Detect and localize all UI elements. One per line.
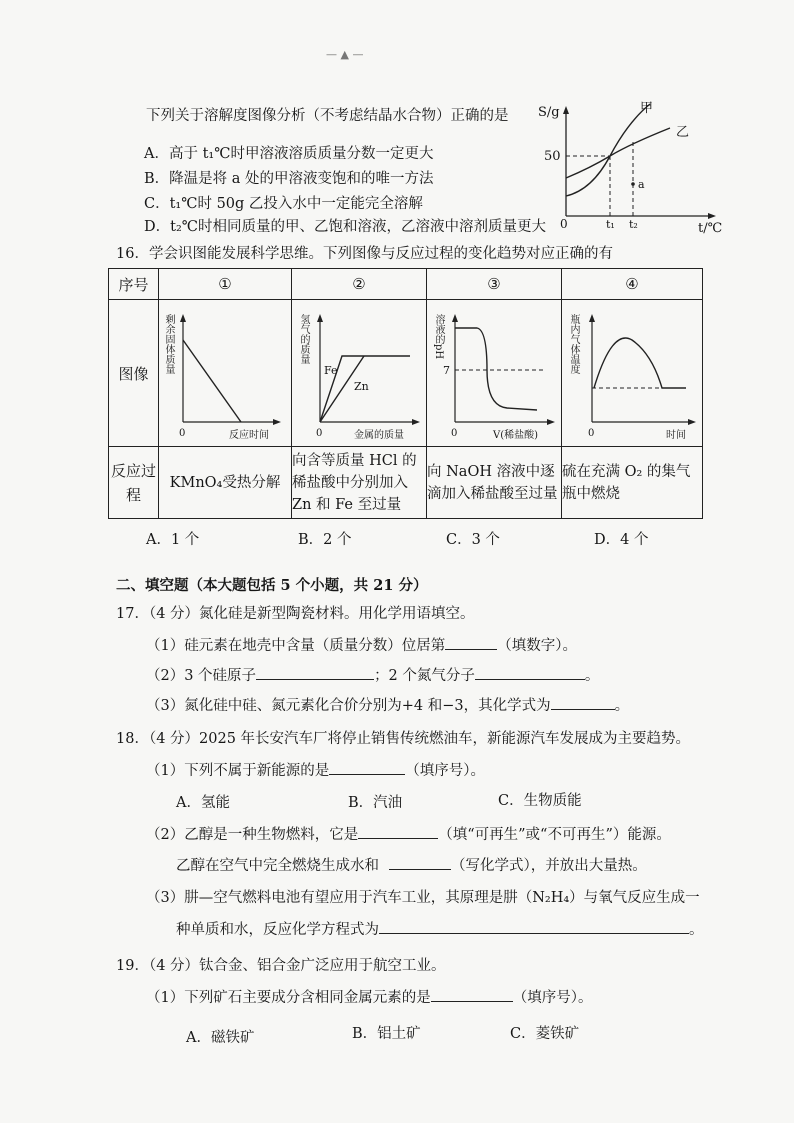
section-2-title: 二、填空题（本大题包括 5 个小题，共 21 分） <box>116 577 428 594</box>
g1-origin: 0 <box>179 428 186 439</box>
solubility-graph <box>530 96 730 236</box>
col-4: ④ <box>562 269 703 300</box>
q18-stem: 18．（4 分）2025 年长安汽车厂将停止销售传统燃油车，新能源汽车发展成为主要趋势。 <box>116 731 691 747</box>
graph-3 <box>427 300 561 442</box>
q15-option-a: A．高于 t₁℃时甲溶液溶质质量分数一定更大 <box>144 146 434 162</box>
q16-choice-b: B．2 个 <box>298 532 352 548</box>
g4-ylabel: 瓶内气体温度 <box>568 314 579 374</box>
col-2: ② <box>292 269 427 300</box>
q17-answer-3[interactable] <box>551 697 615 710</box>
graph-xlabel: t/℃ <box>698 221 723 236</box>
q17-part2 <box>146 664 599 685</box>
g2-zn: Zn <box>354 380 369 393</box>
graph-4 <box>562 300 702 442</box>
process-4: 硫在充满 O₂ 的集气瓶中燃烧 <box>562 447 703 519</box>
graph-y-tick: 50 <box>544 149 561 164</box>
q17-part3 <box>146 694 629 715</box>
q15-option-d: D．t₂℃时相同质量的甲、乙饱和溶液，乙溶液中溶剂质量更大 <box>144 219 546 235</box>
q19-opt-a: A．磁铁矿 <box>186 1030 255 1046</box>
process-2: 向含等质量 HCl 的稀盐酸中分别加入 Zn 和 Fe 至过量 <box>292 447 427 519</box>
label-jia: 甲 <box>640 101 654 116</box>
g3-tick-7: 7 <box>443 364 450 377</box>
q15-stem: 下列关于溶解度图像分析（不考虑结晶水合物）正确的是 <box>146 108 509 124</box>
page-mark: — ▲ — <box>326 48 364 61</box>
q18-part2b <box>176 854 647 875</box>
q18-p2c-text: 乙醇在空气中完全燃烧生成水和 <box>176 858 379 874</box>
g3-origin: 0 <box>451 428 458 439</box>
q15-option-c: C．t₁℃时 50g 乙投入水中一定能完全溶解 <box>144 196 423 212</box>
q15-option-b: B．降温是将 a 处的甲溶液变饱和的唯一方法 <box>144 171 434 187</box>
q17-answer-2b[interactable] <box>475 667 585 680</box>
row-process-label: 反应过程 <box>109 447 159 519</box>
q17-answer-1[interactable] <box>445 637 497 650</box>
q19-p1-text: （1）下列矿石主要成分含相同金属元素的是 <box>146 990 431 1006</box>
g2-fe: Fe <box>324 364 338 377</box>
label-yi: 乙 <box>676 125 690 140</box>
q18-p3-end: 。 <box>689 922 704 938</box>
g2-xlabel: 金属的质量 <box>354 430 404 441</box>
q18-part3: （3）肼—空气燃料电池有望应用于汽车工业，其原理是肼（N₂H₄）与氧气反应生成一 <box>146 890 700 906</box>
q18-part3b <box>176 918 704 939</box>
curve-yi <box>566 128 670 178</box>
q18-p2-end: （填“可再生”或“不可再生”）能源。 <box>438 827 671 843</box>
q18-answer-2b[interactable] <box>389 857 451 870</box>
q17-answer-2a[interactable] <box>256 667 374 680</box>
graph-ylabel: S/g <box>538 105 560 120</box>
q18-p1-text: （1）下列不属于新能源的是 <box>146 763 330 779</box>
q18-opt-c: C．生物质能 <box>498 793 582 809</box>
row-head-label: 序号 <box>109 269 159 300</box>
q19-stem: 19．（4 分）钛合金、铝合金广泛应用于航空工业。 <box>116 958 446 974</box>
q16-table <box>108 268 703 519</box>
q19-part1 <box>146 986 592 1007</box>
q19-p1-end: （填序号）。 <box>512 990 593 1006</box>
q17-p1-end: （填数字）。 <box>497 638 577 654</box>
q18-part1 <box>146 759 485 780</box>
g3-xlabel: V(稀盐酸) <box>493 430 539 441</box>
q18-answer-2a[interactable] <box>358 826 438 839</box>
g3-curve <box>455 328 537 410</box>
q16-stem: 16．学会识图能发展科学思维。下列图像与反应过程的变化趋势对应正确的有 <box>116 246 613 262</box>
q17-p1-text: （1）硅元素在地壳中含量（质量分数）位居第 <box>146 638 446 654</box>
point-a-marker <box>631 182 635 186</box>
label-t1: t₁ <box>606 218 615 231</box>
q18-p2d-text: （写化学式），并放出大量热。 <box>451 858 647 874</box>
point-a: a <box>638 178 645 191</box>
q17-part1 <box>146 634 577 655</box>
q16-choice-c: C．3 个 <box>446 532 500 548</box>
q16-choice-a: A．1 个 <box>146 532 200 548</box>
row-image-label: 图像 <box>109 300 159 447</box>
q18-opt-a: A．氢能 <box>176 795 230 811</box>
q19-opt-b: B．铝土矿 <box>352 1026 421 1042</box>
q17-p2-mid: ；2 个氮气分子 <box>374 668 475 684</box>
graph-2 <box>292 300 426 442</box>
q18-answer-3[interactable] <box>379 921 689 934</box>
g3-ylabel: 溶液的pH <box>433 314 444 360</box>
graph-1 <box>159 300 291 442</box>
q17-p3-end: 。 <box>614 698 630 714</box>
q19-opt-c: C．菱铁矿 <box>510 1026 580 1042</box>
q16-choice-d: D．4 个 <box>594 532 649 548</box>
q17-p3-text: （3）氮化硅中硅、氮元素化合价分别为+4 和−3，其化学式为 <box>146 698 551 714</box>
q17-p2-end: 。 <box>584 668 600 684</box>
process-1: KMnO₄受热分解 <box>159 447 292 519</box>
g1-line <box>183 340 241 422</box>
g4-curve <box>594 338 686 388</box>
col-1: ① <box>159 269 292 300</box>
g2-origin: 0 <box>316 428 323 439</box>
q17-stem: 17．（4 分）氮化硅是新型陶瓷材料。用化学用语填空。 <box>116 606 475 622</box>
q18-part2 <box>146 823 671 844</box>
g2-ylabel: 氢气的质量 <box>298 314 309 364</box>
g1-ylabel: 剩余固体质量 <box>163 314 174 374</box>
g1-xlabel: 反应时间 <box>229 430 269 441</box>
q18-answer-1[interactable] <box>329 762 405 775</box>
q19-answer-1[interactable] <box>431 989 513 1002</box>
g4-xlabel: 时间 <box>666 430 686 441</box>
q18-p3b-text: 种单质和水，反应化学方程式为 <box>176 922 379 938</box>
process-3: 向 NaOH 溶液中逐滴加入稀盐酸至过量 <box>427 447 562 519</box>
g4-origin: 0 <box>588 428 595 439</box>
q18-opt-b: B．汽油 <box>348 795 403 811</box>
q18-p2-text: （2）乙醇是一种生物燃料，它是 <box>146 827 359 843</box>
label-t2: t₂ <box>629 218 638 231</box>
col-3: ③ <box>427 269 562 300</box>
graph-origin: 0 <box>560 217 568 231</box>
q17-p2-text: （2）3 个硅原子 <box>146 668 257 684</box>
q18-p1-end: （填序号）。 <box>405 763 485 779</box>
